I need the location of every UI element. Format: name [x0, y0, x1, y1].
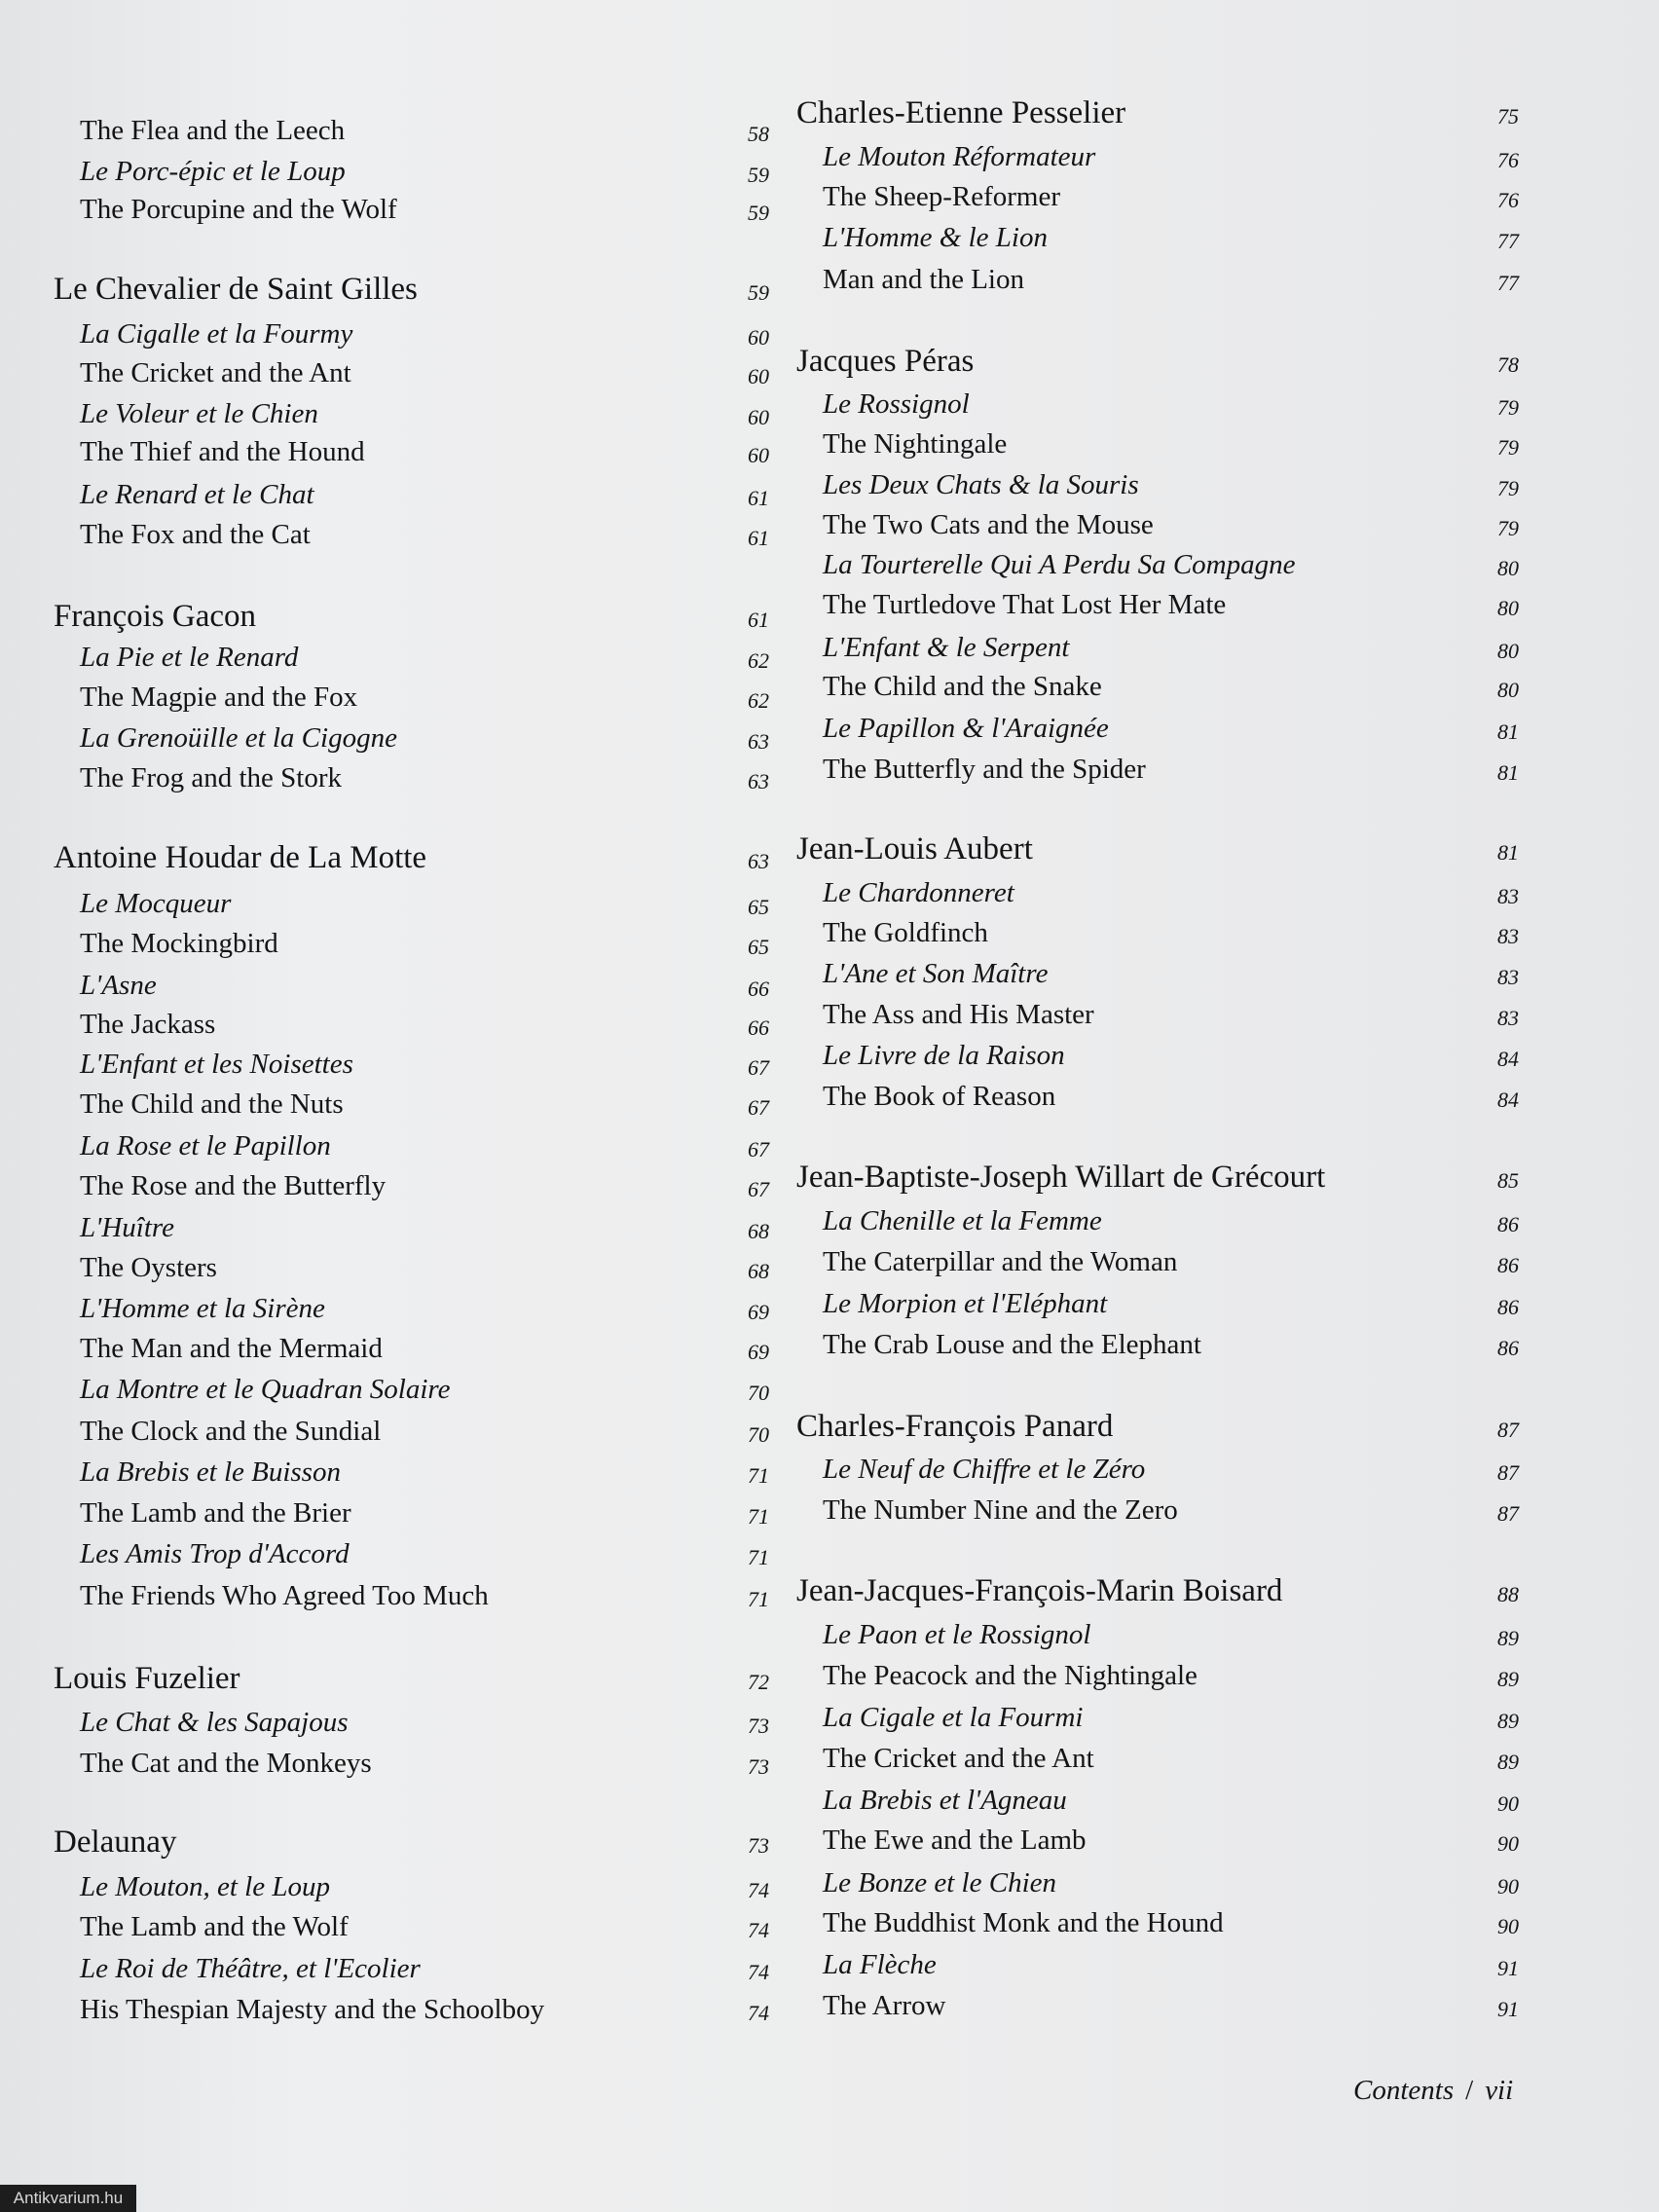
entry — [823, 1451, 1519, 1488]
entry-page: 83 — [1497, 965, 1519, 989]
entry — [823, 996, 1519, 1033]
entry — [823, 1202, 1519, 1239]
entry-title: The Lamb and the Wolf — [80, 1911, 349, 1942]
entry-page: 90 — [1497, 1874, 1519, 1899]
entry — [80, 153, 769, 190]
entry-page: 71 — [748, 1463, 769, 1488]
entry-page: 74 — [748, 1878, 769, 1902]
entry — [823, 710, 1519, 747]
entry-title: The Number Nine and the Zero — [823, 1494, 1178, 1526]
entry-page: 60 — [748, 443, 769, 467]
entry-title: La Brebis et l'Agneau — [823, 1785, 1067, 1816]
entry — [80, 1745, 769, 1782]
entry — [80, 1046, 769, 1083]
entry — [823, 1492, 1519, 1529]
entry — [80, 1167, 769, 1204]
author-name: Louis Fuzelier — [54, 1661, 240, 1696]
entry-title: La Rose et le Papillon — [80, 1130, 331, 1161]
entry — [823, 386, 1519, 423]
entry-title: The Nightingale — [823, 428, 1008, 460]
entry-page: 59 — [748, 280, 769, 305]
entry-page: 86 — [1497, 1253, 1519, 1277]
entry-page: 72 — [748, 1670, 769, 1694]
entry-title: Le Mouton, et le Loup — [80, 1871, 330, 1902]
entry — [823, 546, 1519, 583]
entry-title: Le Paon et le Rossignol — [823, 1619, 1091, 1650]
entry-title: The Frog and the Stork — [80, 762, 343, 793]
entry-title: Le Papillon & l'Araignée — [823, 713, 1109, 744]
entry-page: 68 — [748, 1259, 769, 1283]
entry — [80, 395, 769, 432]
entry-title: Le Chat & les Sapajous — [80, 1707, 349, 1738]
entry-title: Le Chardonneret — [823, 877, 1014, 908]
entry — [80, 719, 769, 756]
entry-page: 71 — [748, 1545, 769, 1569]
entry-title: Le Porc-épic et le Loup — [80, 156, 346, 187]
entry — [80, 1413, 769, 1450]
entry — [823, 1864, 1519, 1901]
entry-page: 67 — [748, 1177, 769, 1201]
author-heading — [54, 596, 769, 637]
entry-page: 61 — [748, 486, 769, 510]
entry-title: The Clock and the Sundial — [80, 1416, 382, 1447]
entry — [823, 1657, 1519, 1694]
entry-title: The Flea and the Leech — [80, 115, 346, 146]
entry-title: The Sheep-Reformer — [823, 181, 1060, 212]
entry-page: 74 — [748, 2001, 769, 2025]
entry-page: 91 — [1497, 1997, 1519, 2021]
author-heading — [796, 1157, 1519, 1198]
author-heading — [796, 829, 1519, 869]
entry-page: 69 — [748, 1300, 769, 1324]
entry-page: 70 — [748, 1381, 769, 1405]
author-heading — [54, 837, 769, 878]
entry-page: 63 — [748, 769, 769, 793]
entry-page: 90 — [1497, 1791, 1519, 1816]
entry-page: 71 — [748, 1504, 769, 1529]
entry-title: Le Morpion et l'Eléphant — [823, 1288, 1108, 1319]
entry — [80, 433, 769, 470]
entry-title: The Cricket and the Ant — [80, 357, 351, 388]
entry-title: Man and the Lion — [823, 264, 1024, 295]
entry — [80, 1577, 769, 1614]
entry-page: 73 — [748, 1754, 769, 1779]
entry — [80, 639, 769, 676]
entry-title: La Cigalle et la Fourmy — [80, 318, 353, 350]
entry-title: The Arrow — [823, 1990, 946, 2021]
entry-title: La Cigale et la Fourmi — [823, 1702, 1084, 1733]
entry-title: The Butterfly and the Spider — [823, 754, 1146, 785]
entry — [80, 1535, 769, 1572]
entry-page: 61 — [748, 608, 769, 632]
entry — [80, 1330, 769, 1367]
entry — [823, 219, 1519, 256]
entry-title: Le Rossignol — [823, 388, 970, 420]
entry — [80, 679, 769, 716]
entry-page: 67 — [748, 1095, 769, 1120]
entry-page: 67 — [748, 1055, 769, 1080]
entry-title: La Montre et le Quadran Solaire — [80, 1374, 451, 1405]
entry-page: 58 — [748, 122, 769, 146]
entry-title: La Chenille et la Femme — [823, 1205, 1102, 1236]
entry-title: La Pie et le Renard — [80, 642, 299, 673]
entry-page: 86 — [1497, 1212, 1519, 1236]
entry — [823, 506, 1519, 543]
entry-title: The Turtledove That Lost Her Mate — [823, 589, 1227, 620]
entry-page: 71 — [748, 1587, 769, 1611]
entry-title: The Cat and the Monkeys — [80, 1748, 372, 1779]
entry-page: 69 — [748, 1340, 769, 1364]
entry-page: 86 — [1497, 1295, 1519, 1319]
entry-title: Le Bonze et le Chien — [823, 1867, 1057, 1899]
author-name: Jean-Baptiste-Joseph Willart de Grécourt — [796, 1160, 1326, 1195]
entry-page: 90 — [1497, 1914, 1519, 1938]
entry-title: La Flèche — [823, 1949, 937, 1980]
author-name: Le Chevalier de Saint Gilles — [54, 272, 418, 307]
entry — [823, 1078, 1519, 1115]
entry — [823, 1740, 1519, 1777]
entry-page: 70 — [748, 1422, 769, 1447]
entry-page: 81 — [1497, 840, 1519, 865]
entry — [80, 1290, 769, 1327]
author-name: Jean-Louis Aubert — [796, 831, 1033, 866]
entry-page: 84 — [1497, 1047, 1519, 1071]
entry — [823, 914, 1519, 951]
entry-page: 84 — [1497, 1088, 1519, 1112]
entry — [80, 315, 769, 352]
entry-title: The Magpie and the Fox — [80, 682, 358, 713]
entry — [80, 516, 769, 553]
entry-page: 79 — [1497, 395, 1519, 420]
entry-title: The Jackass — [80, 1009, 216, 1040]
entry-page: 87 — [1497, 1460, 1519, 1485]
footer-page-number: vii — [1485, 2075, 1514, 2106]
entry-title: La Grenoüille et la Cigogne — [80, 722, 397, 754]
entry-page: 83 — [1497, 884, 1519, 908]
entry — [823, 466, 1519, 503]
author-heading — [796, 92, 1519, 133]
author-name: Antoine Houdar de La Motte — [54, 840, 427, 875]
entry-page: 68 — [748, 1219, 769, 1243]
entry — [823, 874, 1519, 911]
author-heading — [54, 269, 769, 310]
author-heading — [796, 1406, 1519, 1447]
entry-page: 62 — [748, 688, 769, 713]
entry — [80, 191, 769, 228]
entry-page: 63 — [748, 849, 769, 873]
entry — [823, 1822, 1519, 1859]
entry-title: The Buddhist Monk and the Hound — [823, 1907, 1224, 1938]
entry — [823, 1904, 1519, 1941]
entry — [823, 586, 1519, 623]
entry-title: Le Neuf de Chiffre et le Zéro — [823, 1454, 1146, 1485]
entry-page: 74 — [748, 1918, 769, 1942]
entry-page: 66 — [748, 1015, 769, 1040]
entry-title: The Crab Louse and the Elephant — [823, 1329, 1201, 1360]
entry — [80, 476, 769, 513]
entry-page: 89 — [1497, 1667, 1519, 1691]
entry-page: 88 — [1497, 1582, 1519, 1606]
entry — [80, 112, 769, 149]
entry-page: 65 — [748, 935, 769, 959]
entry — [80, 1454, 769, 1491]
entry — [80, 1704, 769, 1741]
footer-section: Contents — [1353, 2075, 1455, 2106]
entry — [80, 1991, 769, 2028]
entry — [80, 1249, 769, 1286]
entry-title: L'Homme et la Sirène — [80, 1293, 325, 1324]
entry — [80, 1950, 769, 1987]
entry-page: 80 — [1497, 678, 1519, 702]
entry — [80, 1494, 769, 1531]
author-name: François Gacon — [54, 599, 257, 634]
entry-title: The Mockingbird — [80, 928, 278, 959]
author-name: Jacques Péras — [796, 344, 975, 379]
entry — [80, 1127, 769, 1164]
entry-page: 80 — [1497, 596, 1519, 620]
entry-title: The Man and the Mermaid — [80, 1333, 383, 1364]
entry-title: The Friends Who Agreed Too Much — [80, 1580, 489, 1611]
entry-title: The Child and the Nuts — [80, 1088, 344, 1120]
entry-page: 90 — [1497, 1831, 1519, 1856]
entry-page: 59 — [748, 163, 769, 187]
entry-page: 89 — [1497, 1750, 1519, 1774]
entry-title: The Porcupine and the Wolf — [80, 194, 397, 225]
entry-title: L'Enfant et les Noisettes — [80, 1049, 353, 1080]
entry — [823, 261, 1519, 298]
entry-page: 59 — [748, 201, 769, 225]
entry-page: 91 — [1497, 1956, 1519, 1980]
entry-page: 79 — [1497, 435, 1519, 460]
entry-page: 60 — [748, 325, 769, 350]
entry — [80, 1868, 769, 1905]
entry-page: 85 — [1497, 1168, 1519, 1193]
entry — [823, 1037, 1519, 1074]
entry-page: 76 — [1497, 148, 1519, 172]
author-heading — [796, 1570, 1519, 1611]
entry-title: L'Homme & le Lion — [823, 222, 1048, 253]
entry-title: The Cricket and the Ant — [823, 1743, 1094, 1774]
entry-page: 78 — [1497, 352, 1519, 377]
entry-page: 65 — [748, 895, 769, 919]
entry-page: 79 — [1497, 516, 1519, 540]
entry-title: The Caterpillar and the Woman — [823, 1246, 1178, 1277]
entry — [823, 138, 1519, 175]
entry — [823, 1616, 1519, 1653]
entry — [823, 178, 1519, 215]
entry-page: 61 — [748, 526, 769, 550]
entry-page: 67 — [748, 1137, 769, 1161]
entry — [823, 1699, 1519, 1736]
entry — [823, 1285, 1519, 1322]
entry-title: The Book of Reason — [823, 1081, 1056, 1112]
entry-page: 60 — [748, 364, 769, 388]
entry-title: Le Renard et le Chat — [80, 479, 314, 510]
entry-page: 80 — [1497, 639, 1519, 663]
entry — [80, 1086, 769, 1123]
entry-title: The Two Cats and the Mouse — [823, 509, 1154, 540]
entry-page: 62 — [748, 648, 769, 673]
entry-title: L'Huître — [80, 1212, 174, 1243]
entry — [823, 425, 1519, 462]
entry-page: 79 — [1497, 476, 1519, 500]
entry-page: 76 — [1497, 188, 1519, 212]
entry-page: 60 — [748, 405, 769, 429]
entry-title: Le Livre de la Raison — [823, 1040, 1065, 1071]
entry-page: 83 — [1497, 924, 1519, 948]
entry-page: 86 — [1497, 1336, 1519, 1360]
entry-page: 81 — [1497, 719, 1519, 744]
author-heading — [54, 1822, 769, 1862]
entry-page: 74 — [748, 1960, 769, 1984]
author-heading — [54, 1658, 769, 1699]
entry-page: 66 — [748, 977, 769, 1001]
entry — [80, 925, 769, 962]
entry-title: The Ass and His Master — [823, 999, 1094, 1030]
entry — [80, 354, 769, 391]
entry-page: 89 — [1497, 1626, 1519, 1650]
entry-page: 73 — [748, 1833, 769, 1858]
author-name: Delaunay — [54, 1825, 177, 1860]
entry — [80, 1006, 769, 1043]
entry-title: Le Voleur et le Chien — [80, 398, 318, 429]
entry-title: L'Ane et Son Maître — [823, 958, 1049, 989]
entry-page: 75 — [1497, 104, 1519, 129]
entry-title: The Lamb and the Brier — [80, 1497, 351, 1529]
author-name: Charles-François Panard — [796, 1409, 1114, 1444]
entry-title: L'Asne — [80, 970, 157, 1001]
entry-title: The Rose and the Butterfly — [80, 1170, 387, 1201]
page-footer — [1353, 2072, 1513, 2109]
entry — [823, 1946, 1519, 1983]
entry-page: 89 — [1497, 1709, 1519, 1733]
entry-title: La Brebis et le Buisson — [80, 1456, 341, 1488]
entry-title: L'Enfant & le Serpent — [823, 632, 1070, 663]
entry-title: The Goldfinch — [823, 917, 988, 948]
entry — [80, 885, 769, 922]
entry-page: 77 — [1497, 271, 1519, 295]
entry — [80, 1371, 769, 1408]
entry-page: 80 — [1497, 556, 1519, 580]
entry — [823, 629, 1519, 666]
author-heading — [796, 341, 1519, 382]
entry — [823, 1782, 1519, 1819]
entry — [823, 1987, 1519, 2024]
entry-title: The Child and the Snake — [823, 671, 1102, 702]
footer-separator: / — [1465, 2075, 1474, 2106]
entry-title: The Oysters — [80, 1252, 217, 1283]
entry-page: 87 — [1497, 1501, 1519, 1526]
entry-page: 73 — [748, 1714, 769, 1738]
entry — [823, 955, 1519, 992]
entry-title: Les Deux Chats & la Souris — [823, 469, 1139, 500]
entry-title: Le Mocqueur — [80, 888, 232, 919]
author-name: Jean-Jacques-François-Marin Boisard — [796, 1573, 1283, 1608]
entry-page: 81 — [1497, 760, 1519, 785]
entry-title: His Thespian Majesty and the Schoolboy — [80, 1994, 545, 2025]
entry-title: Le Roi de Théâtre, et l'Ecolier — [80, 1953, 421, 1984]
entry — [823, 751, 1519, 788]
entry-title: The Ewe and the Lamb — [823, 1825, 1087, 1856]
entry — [80, 759, 769, 796]
entry-title: La Tourterelle Qui A Perdu Sa Compagne — [823, 549, 1296, 580]
entry-page: 63 — [748, 729, 769, 754]
entry-title: The Peacock and the Nightingale — [823, 1660, 1198, 1691]
entry-title: The Fox and the Cat — [80, 519, 311, 550]
entry — [80, 967, 769, 1004]
author-name: Charles-Etienne Pesselier — [796, 95, 1126, 130]
entry-page: 77 — [1497, 229, 1519, 253]
entry-page: 83 — [1497, 1006, 1519, 1030]
entry — [823, 1243, 1519, 1280]
entry — [80, 1908, 769, 1945]
entry — [823, 1326, 1519, 1363]
entry-page: 87 — [1497, 1418, 1519, 1442]
entry-title: The Thief and the Hound — [80, 436, 365, 467]
entry-title: Les Amis Trop d'Accord — [80, 1538, 350, 1569]
entry — [80, 1209, 769, 1246]
entry-title: Le Mouton Réformateur — [823, 141, 1096, 172]
watermark: Antikvarium.hu — [0, 2185, 136, 2212]
entry — [823, 668, 1519, 705]
